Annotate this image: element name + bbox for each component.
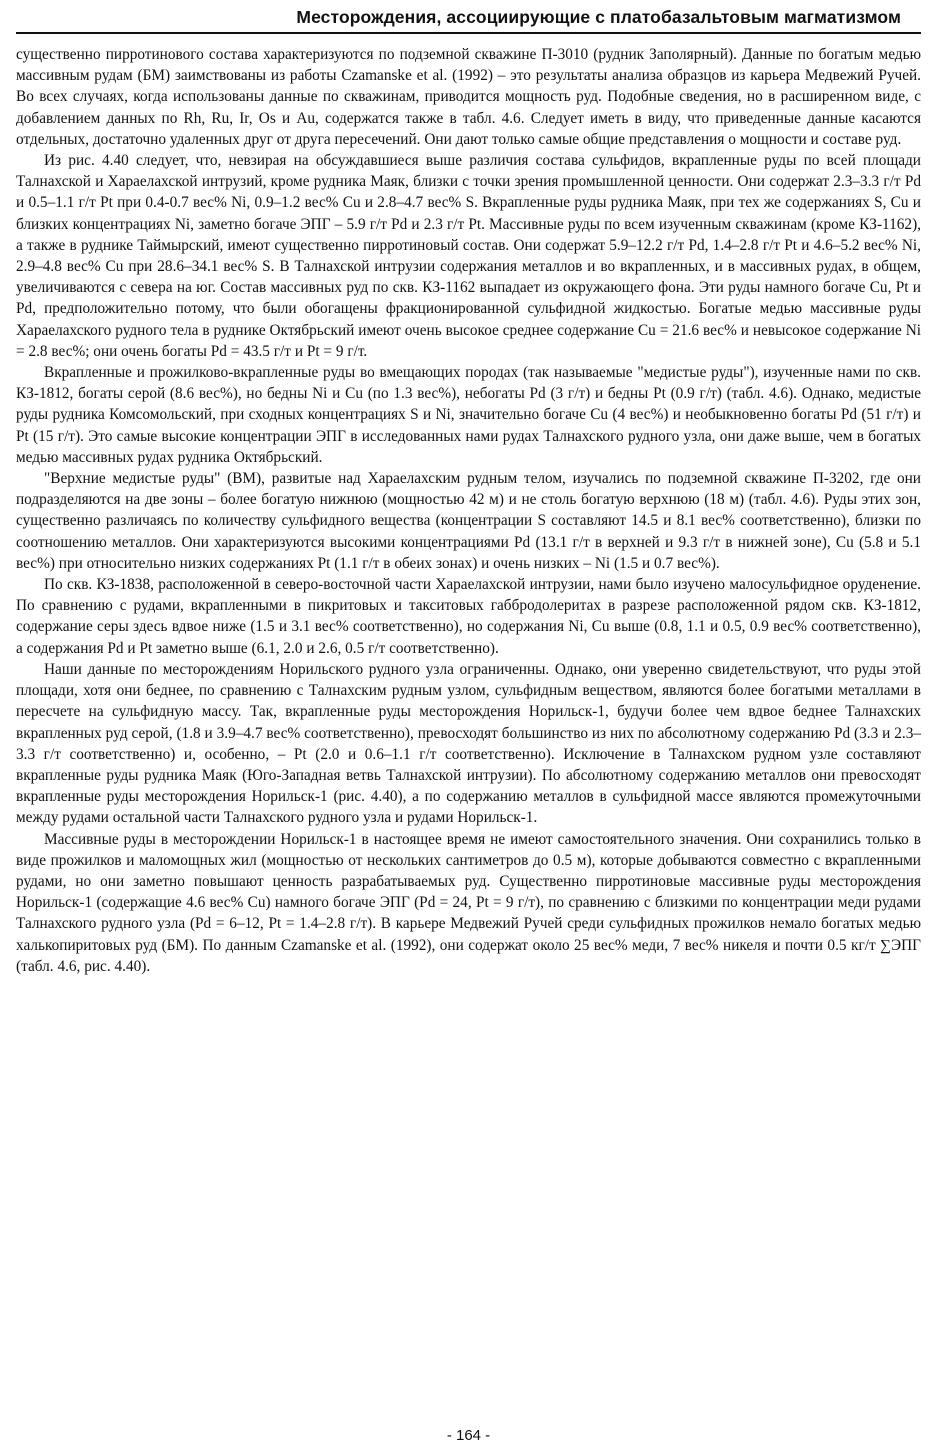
paragraph-continuation: существенно пирротинового состава характеризуются по подземной скважине П-3010 (рудник Заполярный). Данные по богатым медью массивным рудам (БМ) заимствованы из работы Czamanske et al. (1992) – это результаты анализа образцов из карьера Медвежий Ручей. Во всех случаях, когда использованы данные по скважинам, приводится мощность руд. Подобные сведения, но в расширенном виде, с добавлением данных по Rh, Ru, Ir, Os и Au, содержатся также в табл. 4.6. Следует иметь в виду, что приведенные данные касаются отдельных, достаточно удаленных друг от друга пересечений. Они дают только самые общие представления о мощности и составе руд. xyxy=(16,46,921,148)
running-header: Месторождения, ассоциирующие с платобазальтовым магматизмом xyxy=(296,7,901,27)
header-rule xyxy=(16,32,921,34)
body-text xyxy=(16,44,921,977)
paragraph: По скв. КЗ-1838, расположенной в северо-восточной части Хараелахской интрузии, нами было изучено малосульфидное оруденение. По сравнению с рудами, вкрапленными в пикритовых и такситовых габбродолеритах в разрезе расположенной рядом скв. КЗ-1812, содержание серы здесь вдвое ниже (1.5 и 3.1 вес% соответственно), но содержания Ni, Cu выше (0.8, 1.1 и 0.5, 0.9 вес% соответственно), а содержания Pd и Pt заметно выше (6.1, 2.0 и 2.6, 0.5 г/т соответственно). xyxy=(16,576,921,657)
paragraph: "Верхние медистые руды" (ВМ), развитые над Хараелахским рудным телом, изучались по подземной скважине П-3202, где они подразделяются на две зоны – более богатую нижнюю (мощностью 42 м) и не столь богатую верхнюю (18 м) (табл. 4.6). Руды этих зон, существенно различаясь по количеству сульфидного вещества (концентрации S составляют 14.5 и 8.1 вес% соответственно), близки по соотношению металлов. Они характеризуются высокими концентрациями Pd (13.1 г/т в верхней и 9.3 г/т в нижней зоне), Cu (5.8 и 5.1 вес%) при относительно низких содержаниях Pt (1.1 г/т в обеих зонах) и очень низких – Ni (1.5 и 0.7 вес%). xyxy=(16,470,921,572)
paragraph: Наши данные по месторождениям Норильского рудного узла ограниченны. Однако, они уверенно свидетельствуют, что руды этой площади, хотя они беднее, по сравнению с Талнахским рудным узлом, сульфидным веществом, являются более богатыми металлами в пересчете на сульфидную массу. Так, вкрапленные руды месторождения Норильск-1, будучи более чем вдвое беднее Талнахских вкрапленных руд серой, (1.8 и 3.9–4.7 вес% соответственно), превосходят большинство из них по абсолютному содержанию Pd (3.3 и 2.3–3.3 г/т соответственно) и, особенно, – Pt (2.0 и 0.6–1.1 г/т соответственно). Исключение в Талнахском рудном узле составляют вкрапленные руды рудника Маяк (Юго-Западная ветвь Талнахской интрузии). По абсолютному содержанию металлов они превосходят вкрапленные руды месторождения Норильск-1 (рис. 4.40), а по содержанию металлов в сульфидной массе являются промежуточными между рудами остальной части Талнахского рудного узла и рудами Норильск-1. xyxy=(16,660,921,827)
paragraph: Из рис. 4.40 следует, что, невзирая на обсуждавшиеся выше различия состава сульфидов, вкрапленные руды по всей площади Талнахской и Хараелахской интрузий, кроме рудника Маяк, близки с точки зрения промышленной ценности. Они содержат 2.3–3.3 г/т Pd и 0.5–1.1 г/т Pt при 0.4-0.7 вес% Ni, 0.9–1.2 вес% Cu и 2.8–4.7 вес% S. Вкрапленные руды рудника Маяк, при тех же содержаниях S, Cu и близких концентрациях Ni, заметно богаче ЭПГ – 5.9 г/т Pd и 2.3 г/т Pt. Массивные руды по всем изученным скважинам (кроме КЗ-1162), а также в руднике Таймырский, имеют существенно пирротиновый состав. Они содержат 5.9–12.2 г/т Pd, 1.4–2.8 г/т Pt и 4.6–5.2 вес% Ni, 2.9–4.8 вес% Cu при 28.6–34.1 вес% S. В Талнахской интрузии содержания металлов и во вкрапленных, и в массивных рудах, в общем, увеличиваются с севера на юг. Состав массивных руд по скв. КЗ-1162 выпадает из окружающего фона. Эти руды намного богаче Cu, Pt и Pd, предположительно потому, что были обогащены фракционированной сульфидной жидкостью. Богатые медью массивные руды Хараелахского рудного тела в руднике Октябрьский имеют очень высокое среднее содержание Cu = 21.6 вес% и невысокое содержание Ni = 2.8 вес%; они очень богаты Pd = 43.5 г/т и Pt = 9 г/т. xyxy=(16,152,921,360)
page-number: - 164 - xyxy=(446,1427,491,1444)
paragraph: Вкрапленные и прожилково-вкрапленные руды во вмещающих породах (так называемые "медистые руды"), изученные нами по скв. КЗ-1812, богаты серой (8.6 вес%), но бедны Ni и Cu (по 1.3 вес%), небогаты Pd (3 г/т) и бедны Pt (0.9 г/т) (табл. 4.6). Однако, медистые руды рудника Комсомольский, при сходных концентрациях S и Ni, значительно богаче Cu (4 вес%) и необыкновенно богаты Pd (51 г/т) и Pt (15 г/т). Это самые высокие концентрации ЭПГ в исследованных нами рудах Талнахского рудного узла, они даже выше, чем в богатых медью массивных рудах рудника Октябрьский. xyxy=(16,364,921,466)
paragraph: Массивные руды в месторождении Норильск-1 в настоящее время не имеют самостоятельного значения. Они сохранились только в виде прожилков и маломощных жил (мощностью от нескольких сантиметров до 0.5 м), которые добываются совместно с вкрапленными рудами, но они заметно повышают ценность разрабатываемых руд. Существенно пирротиновые массивные руды месторождения Норильск-1 (содержащие 4.6 вес% Cu) намного богаче ЭПГ (Pd = 24, Pt = 9 г/т), по сравнению с близкими по концентрации меди рудами Талнахского рудного узла (Pd = 6–12, Pt = 1.4–2.8 г/т). В карьере Медвежий Ручей среди сульфидных прожилков немало богатых медью халькопиритовых руд (БМ). По данным Czamanske et al. (1992), они содержат около 25 вес% меди, 7 вес% никеля и почти 0.5 кг/т ∑ЭПГ (табл. 4.6, рис. 4.40). xyxy=(16,830,921,975)
